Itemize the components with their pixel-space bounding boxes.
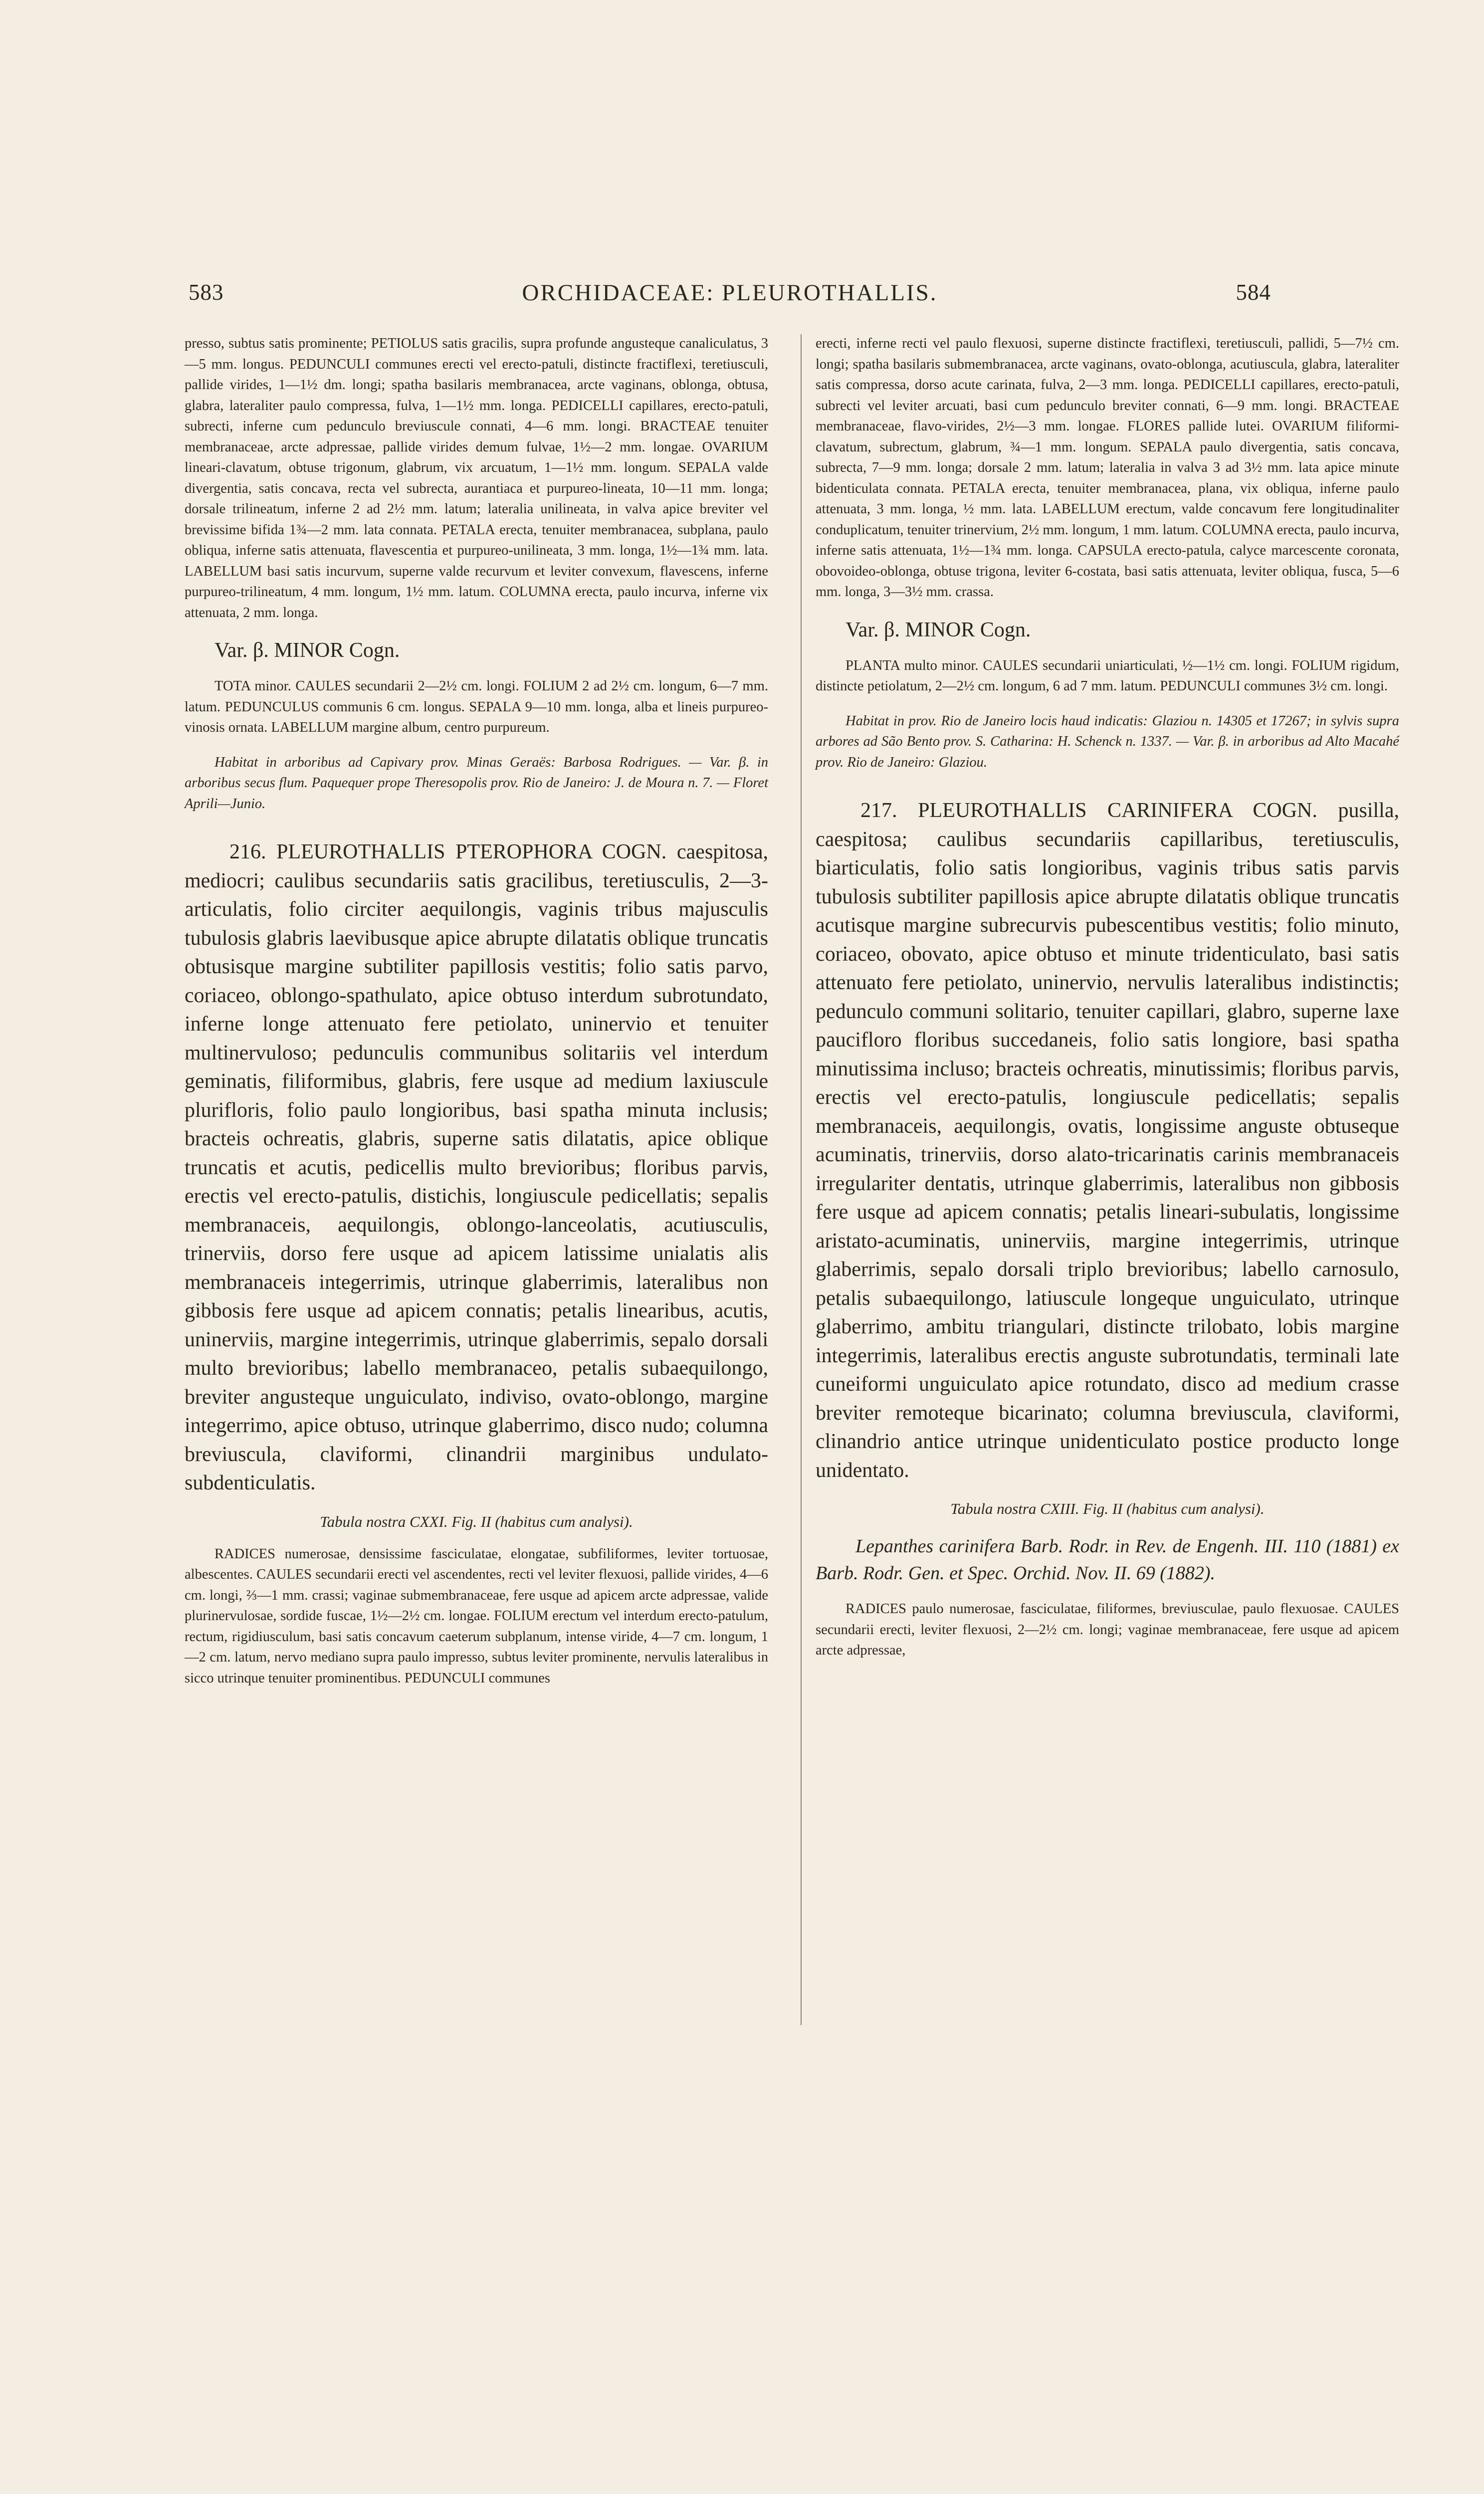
right-column xyxy=(816,333,1399,1661)
running-title: ORCHIDACEAE: PLEUROTHALLIS. xyxy=(522,280,938,306)
synonym-citation: Lepanthes carinifera Barb. Rodr. in Rev. de Engenh. III. 110 (1881) ex Barb. Rodr. Gen. et Spec. Orchid. Nov. II. 69 (1882). xyxy=(816,1536,1399,1584)
column-divider xyxy=(801,334,802,2025)
description-continued: erecti, inferne recti vel paulo flexuosi, superne distincte fractiflexi, teretiusculi, pallidi, 5—7½ cm. longi; spatha basilaris submembranacea, arcte vaginans, ovato-oblonga, acutiuscula, glabra, lateraliter satis compressa, dorso acute carinata, fulva, 2—3 mm. longa. PEDICELLI capillares, erecto-patuli, subrecti vel leviter arcuati, basi cum pedunculo breviter connati, 6—9 mm. longi. BRACTEAE membranaceae, flavo-virides, 2½—3 mm. longae. FLORES pallide lutei. OVARIUM filiformi-clavatum, subrectum, glabrum, ¾—1 mm. longum. SEPALA paulo divergentia, satis concava, subrecta, 7—9 mm. longa; dorsale 2 mm. latum; lateralia in valva 3 ad 3½ mm. lata apice minute bidenticulata connata. PETALA erecta, tenuiter membranacea, plana, vix obliqua, inferne paulo attenuata, 3 mm. longa, ½ mm. lata. LABELLUM erectum, valde concavum fere longitudinaliter conduplicatum, tenuiter trinervium, 2½ mm. longum, 1 mm. latum. COLUMNA erecta, paulo incurva, inferne satis attenuata, 1½—1¾ mm. longa. CAPSULA erecto-patula, calyce marcescente coronata, obovoideo-oblonga, obtuse trigona, leviter 6-costata, basi satis attenuata, leviter obliqua, fusca, 5—6 mm. longa, 3—3½ mm. crassa. xyxy=(816,336,1399,600)
habitat-note: Habitat in prov. Rio de Janeiro locis haud indicatis: Glaziou n. 14305 et 17267; in sylvis supra arbores ad São Bento prov. S. Catharina: H. Schenck n. 1337. — Var. β. in arboribus ad Alto Macahé prov. Rio de Janeiro: Glaziou. xyxy=(816,713,1399,770)
description-continued: presso, subtus satis prominente; PETIOLUS satis gracilis, supra profunde angusteque canaliculatus, 3—5 mm. longus. PEDUNCULI communes erecti vel erecto-patuli, distincte fractiflexi, teretiusculi, pallide virides, 1—1½ dm. longi; spatha basilaris membranacea, arcte vaginans, oblonga, obtusa, glabra, lateraliter paulo compressa, fulva, 1—1½ mm. longa. PEDICELLI capillares, erecto-patuli, subrecti, inferne cum pedunculo breviuscule connati, 4—6 mm. longi. BRACTEAE tenuiter membranaceae, arcte adpressae, pallide virides demum fulvae, 1½—2 mm. longae. OVARIUM lineari-clavatum, obtuse trigonum, glabrum, vix arcuatum, 1—1½ mm. longum. SEPALA valde divergentia, satis concava, recta vel subrecta, aurantiaca et purpureo-lineata, 10—11 mm. longa; dorsale trilineatum, inferne 2 ad 2½ mm. latum; lateralia unilineata, in valva apice breviter vel brevissime bifida 1¾—2 mm. lata connata. PETALA erecta, tenuiter membranacea, subplana, paulo obliqua, inferne satis attenuata, flavescentia et purpureo-unilineata, 3 mm. longa, 1½—1¾ mm. lata. LABELLUM basi satis incurvum, superne valde recurvum et leviter convexum, flavescens, inferne purpureo-trilineatum, 4 mm. longum, 1½ mm. latum. COLUMNA erecta, paulo incurva, inferne vix attenuata, 2 mm. longa. xyxy=(185,336,768,621)
variety-title: Var. β. MINOR Cogn. xyxy=(214,639,400,662)
variety-description: PLANTA multo minor. CAULES secundarii uniarticulati, ½—1½ cm. longi. FOLIUM rigidum, distincte petiolatum, 2—2½ cm. longum, 6 ad 7 mm. latum. PEDUNCULI communes 3½ cm. longi. xyxy=(816,657,1399,694)
habitat-note: Habitat in arboribus ad Capivary prov. Minas Geraës: Barbosa Rodrigues. — Var. β. in arboribus secus flum. Paquequer prope Theresopolis prov. Rio de Janeiro: J. de Moura n. 7. — Floret Aprili—Junio. xyxy=(185,754,768,812)
plate-reference: Tabula nostra CXIII. Fig. II (habitus cum analysi). xyxy=(950,1500,1265,1517)
species-diagnosis: 216. PLEUROTHALLIS PTEROPHORA COGN. caespitosa, mediocri; caulibus secundariis satis gracilibus, teretiusculis, 2—3-articulatis, folio circiter aequilongis, vaginis tribus majusculis tubulosis glabris laevibusque apice abrupte dilatatis oblique truncatis obtusisque margine subtiliter papillosis vestitis; folio satis parvo, coriaceo, oblongo-spathulato, apice obtuso interdum subrotundato, inferne longe attenuato fere petiolato, uninervio et tenuiter multinervuloso; pedunculis communibus solitariis vel interdum geminatis, filiformibus, glabris, fere usque ad medium laxiuscule plurifloris, folio paulo longioribus, basi spatha minuta inclusis; bracteis ochreatis, glabris, superne satis dilatatis, apice oblique truncatis et acutis, pedicellis multo brevioribus; floribus parvis, erectis vel erecto-patulis, distichis, longiuscule pedicellatis; sepalis membranaceis, aequilongis, oblongo-lanceolatis, acutiusculis, trinerviis, dorso fere usque ad apicem latissime unialatis alis membranaceis integerrimis, utrinque glaberrimis, lateralibus non gibbosis fere usque ad apicem connatis; petalis linearibus, acutis, uninerviis, margine integerrimis, utrinque glaberrimis, sepalo dorsali multo brevioribus; labello membranaceo, petalis subaequilongo, breviter angusteque unguiculato, indiviso, ovato-oblongo, margine integerrimo, apice obtuso, utrinque glaberrimo, disco nudo; columna breviuscula, claviformi, clinandrii marginibus undulato-subdenticulatis. xyxy=(185,840,768,1494)
variety-title: Var. β. MINOR Cogn. xyxy=(846,618,1031,641)
species-description: RADICES paulo numerosae, fasciculatae, filiformes, breviusculae, paulo flexuosae. CAULES secundarii erecti, leviter flexuosi, 2—2½ cm. longi; vaginae membranaceae, fere usque ad apicem arcte adpressae, xyxy=(816,1601,1399,1658)
right-page-number: 584 xyxy=(1236,280,1271,305)
left-page-number: 583 xyxy=(189,280,224,305)
variety-description: TOTA minor. CAULES secundarii 2—2½ cm. longi. FOLIUM 2 ad 2½ cm. longum, 6—7 mm. latum. PEDUNCULUS communis 6 cm. longus. SEPALA 9—10 mm. longa, alba et lineis purpureo-vinosis ornata. LABELLUM margine album, centro purpureum. xyxy=(185,678,768,735)
running-header xyxy=(189,279,1271,314)
left-column xyxy=(185,333,768,1688)
species-description: RADICES numerosae, densissime fasciculatae, elongatae, subfiliformes, leviter tortuosae, albescentes. CAULES secundarii erecti vel ascendentes, recti vel leviter flexuosi, pallide virides, 4—6 cm. longi, ⅔—1 mm. crassi; vaginae submembranaceae, fere usque ad apicem arcte adpressae, valide plurinervulosae, sordide fuscae, 1½—2½ cm. longae. FOLIUM erectum vel interdum erecto-patulum, rectum, rigidiusculum, basi satis concavum caeterum subplanum, intense viride, 4—7 cm. longum, 1—2 cm. latum, nervo mediano supra paulo impresso, subtus leviter prominente, nervulis lateralibus in sicco utrinque tenuiter prominentibus. PEDUNCULI communes xyxy=(185,1546,768,1686)
species-diagnosis: 217. PLEUROTHALLIS CARINIFERA COGN. pusilla, caespitosa; caulibus secundariis capillaribus, teretiusculis, biarticulatis, folio satis longioribus, vaginis tribus satis parvis tubulosis subtiliter papillosis apice abrupte dilatatis oblique truncatis acutisque margine subrecurvis pubescentibus vestitis; folio minuto, coriaceo, obovato, apice obtuso et minute tridenticulato, basi satis attenuato fere petiolato, uninervio, nervulis lateralibus indistinctis; pedunculo communi solitario, tenuiter capillari, glabro, superne laxe paucifloro floribus succedaneis, folio satis longiore, basi spatha minutissima incluso; bracteis ochreatis, minutissimis; floribus parvis, erectis vel erecto-patulis, longiuscule pedicellatis; sepalis membranaceis, aequilongis, ovatis, longissime anguste obtuseque acuminatis, trinerviis, dorso alato-tricarinatis carinis membranaceis irregulariter dentatis, utrinque glaberrimis, lateralibus non gibbosis fere usque ad apicem connatis; petalis lineari-subulatis, longissime aristato-acuminatis, uninerviis, margine integerrimis, utrinque glaberrimis, sepalo dorsali triplo brevioribus; labello carnosulo, petalis subaequilongo, latiuscule longeque unguiculato, utrinque glaberrimo, ambitu triangulari, distincte trilobato, lobis margine integerrimis, lateralibus erectis anguste subrotundatis, terminali late cuneiformi unguiculato apice rotundato, disco ad medium crasse breviter remoteque bicarinato; columna breviuscula, claviformi, clinandrio antice utrinque unidenticulato postice producto longe unidentato. xyxy=(816,799,1399,1482)
plate-reference: Tabula nostra CXXI. Fig. II (habitus cum analysi). xyxy=(320,1512,633,1530)
